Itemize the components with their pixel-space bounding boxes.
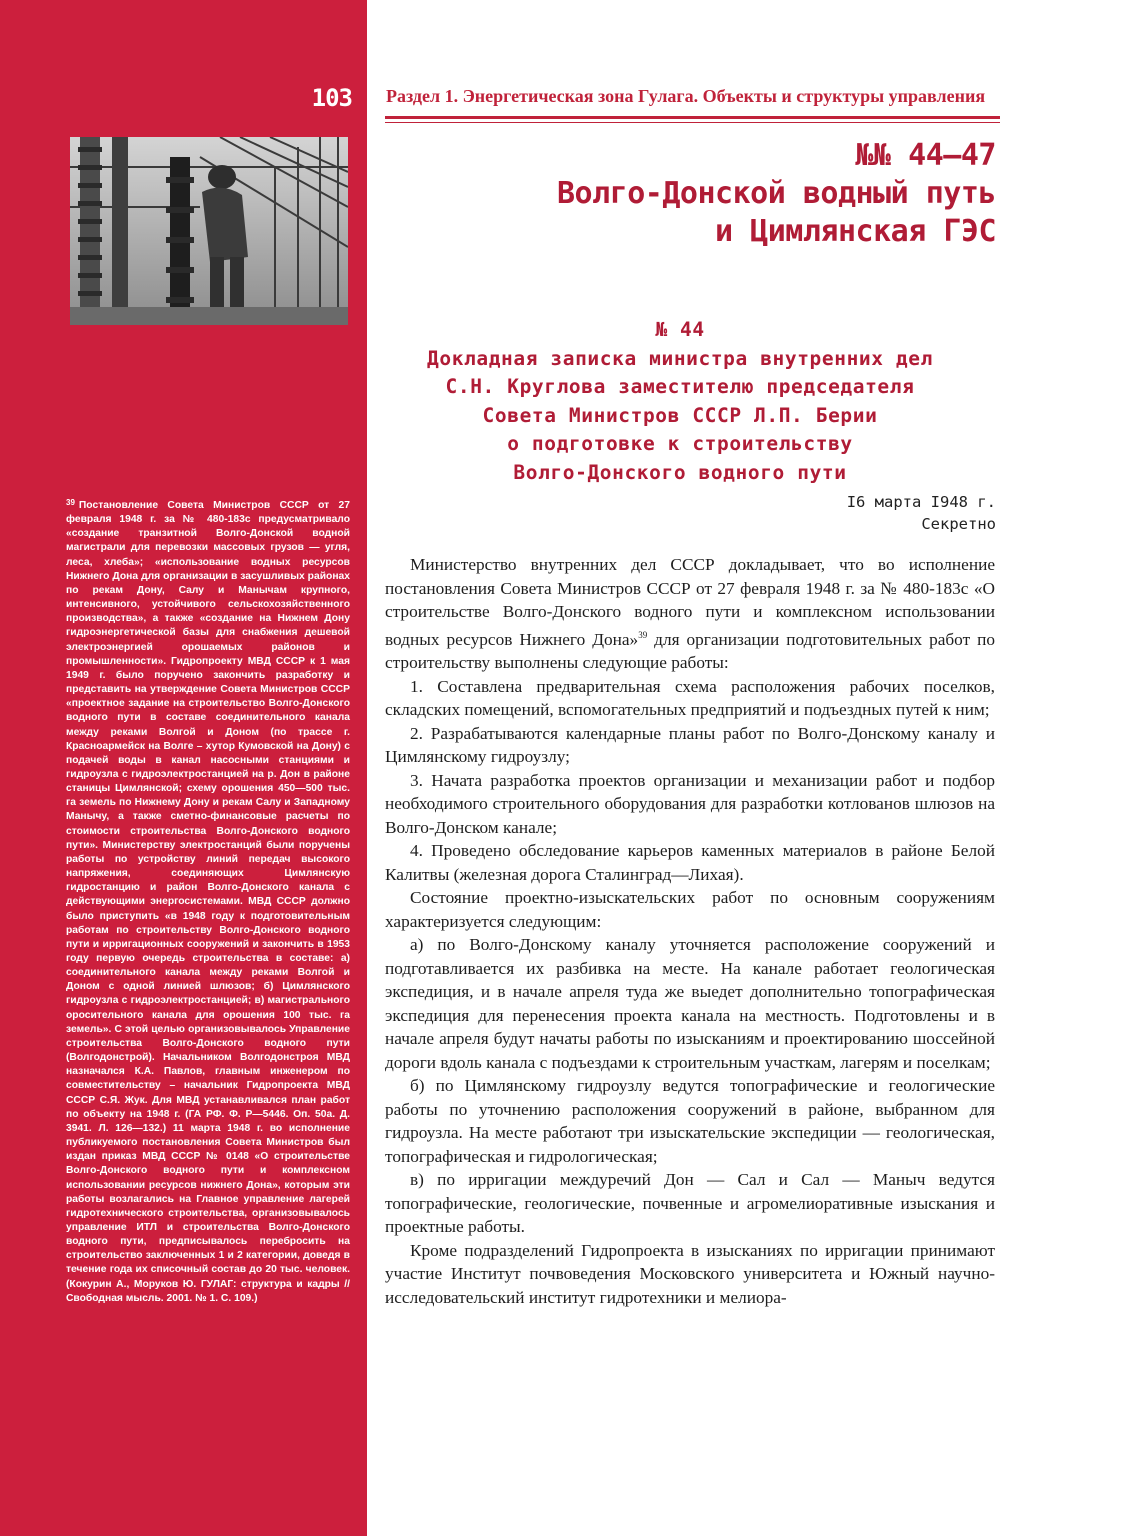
body-paragraph: 4. Проведено обследование карьеров каменных материалов в районе Белой Калитвы (железная дорога Сталинград—Лихая). bbox=[385, 841, 995, 884]
body-paragraph: в) по ирригации междуречий Дон — Сал и Сал — Маныч ведутся топографические, геологические, почвенные и агромелиоративные изыскания и проектные работы. bbox=[385, 1170, 995, 1236]
document-title-line-1: Докладная записка министра внутренних дел bbox=[427, 346, 933, 370]
document-group-title-line-1: Волго-Донской водный путь bbox=[556, 176, 996, 211]
body-paragraph: 1. Составлена предварительная схема расположения рабочих поселков, складских помещений, вспомогательных предприятий и подъездных путей к ним; bbox=[385, 676, 995, 719]
document-title-line-5: Волго-Донского водного пути bbox=[513, 460, 847, 484]
header-rule-thin bbox=[385, 122, 1000, 123]
document-number: № 44 bbox=[655, 318, 705, 341]
footnote-reference: 39 bbox=[638, 629, 648, 640]
body-paragraph-intro: Министерство внутренних дел СССР докладывает, что во исполнение постановления Совета Министров СССР от 27 февраля 1948 г. за № 480-183с «О строительстве Волго-Донского водного пути и комплексном использовании водных ресурсов Нижнего Дона»$^{39}$ для организации подготовительных работ по строительству выполнены следующие работы: bbox=[385, 555, 995, 672]
page-number: 103 bbox=[311, 84, 352, 112]
document-date: I6 марта I948 г. bbox=[846, 493, 996, 511]
footnote-marker: 39 bbox=[66, 498, 75, 507]
document-title-line-4: о подготовке к строительству bbox=[507, 432, 853, 455]
footnote-39 bbox=[66, 496, 350, 1306]
document-body bbox=[385, 553, 995, 1309]
body-paragraph: 3. Начата разработка проектов организации и механизации работ и подбор необходимого строительного оборудования для разработки котлованов шлюзов на Волго-Донском канале; bbox=[385, 770, 995, 837]
body-paragraph: а) по Волго-Донскому каналу уточняется расположение сооружений и подготавливается их разбивка на месте. На канале работает геологическая экспедиция, и в начале апреля туда же выедет дополнительно топографическая экспедиция для перенесения проекта канала на местность. Подготовлены и в начале апреля будут начаты работы по изысканиям и проектированию шоссейной дороги вдоль канала с подъездами к строительным участкам, лагерям и поселкам; bbox=[385, 935, 995, 1072]
document-group-title bbox=[380, 137, 996, 251]
body-paragraph: Кроме подразделений Гидропроекта в изысканиях по ирригации принимают участие Институт почвоведения Московского университета и Южный научно-исследовательский институт гидротехники и мелиора- bbox=[385, 1240, 995, 1307]
document-heading bbox=[380, 316, 980, 487]
document-group-title-line-2: и Цимлянская ГЭС bbox=[715, 214, 996, 249]
document-group-numbers: №№ 44—47 bbox=[855, 138, 996, 173]
document-classification: Секретно bbox=[921, 515, 996, 533]
construction-photo bbox=[70, 137, 348, 325]
body-paragraph: б) по Цимлянскому гидроузлу ведутся топографические и геологические работы по уточнению расположения сооружений в районе, выбранном для гидроузла. На месте работают три изыскательские экспедиции — геологическая, топографическая и гидрологическая; bbox=[385, 1076, 995, 1166]
document-title-line-2: С.Н. Круглова заместителю председателя bbox=[445, 375, 915, 398]
body-paragraph: Состояние проектно-изыскательских работ по основным сооружениям характеризуется следующим: bbox=[385, 888, 995, 931]
document-title-line-3: Совета Министров СССР Л.П. Берии bbox=[482, 403, 878, 427]
running-header: Раздел 1. Энергетическая зона Гулага. Объекты и структуры управления bbox=[386, 86, 986, 106]
footnote-text: Постановление Совета Министров СССР от 27 февраля 1948 г. за № 480-183с предусматривало «создание транзитной Волго-Донской водной магистрали для перевозки массовых грузов — угля, леса, хлеба»; «использование водных ресурсов Нижнего Дона для организации в засушливых районах по рекам Дону, Салу и Манычам крупного, интенсивного, устойчивого сельскохозяйственного производства», а также «создание на Нижнем Дону гидроэнергетической базы для снабжения дешевой электроэнергией орошаемых районов и промышленности». Гидропроекту МВД СССР к 1 мая 1949 г. было поручено закончить разработку и представить на утверждение Совета Министров СССР «проектное задание на строительство Волго-Донского водного пути в составе соединительного канала между реками Волгой и Доном (по трассе г. Красноармейск на Волге – хутор Кумовской на Дону) с подачей воды в канал насосными станциями и гидроузла с гидроэлектростанцией на р. Дон в районе станицы Цимлянской; схему орошения 450—500 тыс. га земель по Нижнему Дону и рекам Салу и Западному Манычу, а также сметно-финансовые расчеты по стоимости строительства Волго-Донского водного пути». Министерству электростанций были поручены работы по устройству линий передач высокого напряжения, соединяющих Цимлянскую гидростанцию и район Волго-Донского канала с действующими энергосистемами. МВД СССР должно было приступить «в 1948 году к подготовительным работам по строительству Волго-Донского водного пути и ирригационных сооружений и закончить в 1953 году первую очередь строительства в составе: а) соединительного канала между реками Волгой и Доном с одной линией шлюзов; б) Цимлянского гидроузла с гидроэлектростанцией; в) магистрального оросительного канала для орошения 100 тыс. га земель». С этой целью организовывалось Управление строительства Волго-Донского водного пути (Волгодонстрой). Начальником Волгодонстроя МВД назначался К.А. Павлов, главным инженером по совместительству – начальник Гидропроекта МВД СССР С.Я. Жук. Для МВД устанавливался план работ по объекту на 1948 г. (ГА РФ. Ф. Р—5446. Оп. 50а. Д. 3941. Л. 126—132.) 11 марта 1948 г. во исполнение публикуемого постановления Совета Министров был издан приказ МВД СССР № 0148 «О строительстве Волго-Донского водного пути и комплексном использовании ресурсов нижнего Дона», которым эти работы возлагались на Главное управление лагерей гидротехнического строительства, организовывалось управление ИТЛ и строительства Волго-Донского водного пути, предписывалось перебросить на строительство заключенных 1 и 2 категории, доведя в течение года их списочный состав до 20 тыс. человек. (Кокурин А., Моруков Ю. ГУЛАГ: структура и кадры // Свободная мысль. 2001. № 1. С. 109.) bbox=[66, 500, 350, 1304]
header-rule bbox=[385, 116, 1000, 119]
body-paragraph: 2. Разрабатываются календарные планы работ по Волго-Донскому каналу и Цимлянскому гидроузлу; bbox=[385, 723, 995, 766]
